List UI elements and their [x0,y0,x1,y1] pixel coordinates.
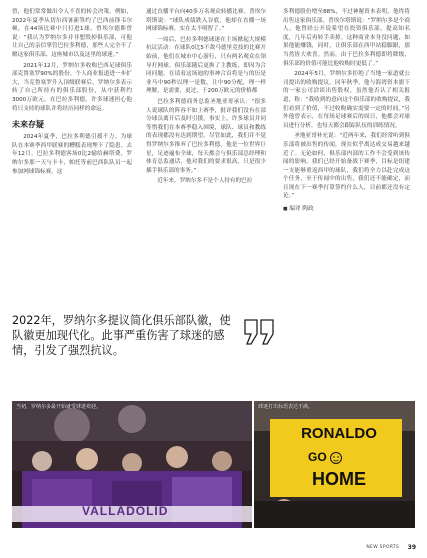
protest-banner-photo [254,401,415,528]
paragraph: 2024年5月，罗纳尔多拒绝了当地一家道就公司提出的收购提议，同年秋季，他与海湾资本旗下的一家公司洽谈出售股权。虽然他否认了相关报道，称：“我收到的意向这个俱乐部的收购提议，我们看到了价值，不过收购确实需要一定的时间。”另外他曾表示，在每场足球赛后的周日，他都会对球员进行分析，也每天都会跟踪队伍的训练情况。 [283,71,410,129]
quote-mark-icon [243,318,276,346]
paragraph: 近年来，罗纳尔多不是个人持有的巴拉 [157,178,253,185]
paragraph: 曾，他们常常做出令人不喜的转会决策。例如，2022年夏季从切尔西暑新签约了巴西前锋韦尔顿，在44场比赛中只打进1球。曾埃尔德斯曾说：“我认为罗纳尔多并非想毁掉俱乐部，可他让自己的亲信掌管巴拉多利德，那些人完全不了解这家俱乐部、这座城市以及这里的球迷。” [12,9,132,58]
page-number: 39 [407,544,416,551]
paragraph: 巴拉多利德商务总监圣地亚哥承认：“很多人说球队的阵容不如上赛季，批评我们没有在部分球员离开后及时引援。事实上，许多球员并同等惜我们在本赛季稳入困境，球队、球员和教练的表现都没有达到期望。尽管如此，我们并不觉得罗纳尔多推弃了巴拉多利德。他是一位世界巨星，足迹遍布全球，每天都会与俱乐部总经理和体育总监通话，他对我们的要求很高，只是很少插手俱乐部的事务。” [146,98,266,174]
stadium-crowd-photo [12,401,252,528]
author-credit: ◼ 编译 陶政 [283,206,314,213]
banner-line-3: HOME [312,469,366,489]
paragraph: 多利德股份增至88%，不过神秘资本表明，他终将出售这家俱乐部。普埃尔塔斯说：“罗纳尔多是个商人，他曾经公开说希望在投资俱乐部，提高知名度，几年后再转手卖掉。这种商业本身没问题，如果他能赚钱，同时，让俱乐部在西甲站稳脚跟，那当然皆大欢喜。然而，由于巴拉多利德即将降级，俱乐部的价值可能比他收购时更低了。” [283,9,410,67]
paragraph: 一周后，巴拉多利德球迷在主场掀起大规模抗议活动：在球队0比5不敌马德里竞技的比赛开始前，他们在城市中心游行，只有两名观众在领导打网球。俱乐部随后更换了主教练，即因为合同问题，在请看这场迪的事神合首将是与的历是业马中90秒以理一是数，让中90分配，理一样理解，是需要，更过，于200万欧元的价格都 [146,36,266,95]
protest-illustration [254,401,415,528]
paragraph: 通过直播平台向40多万名观众转播比赛。普埃尔塔斯说：“球队成绩跌入谷底，他却在直播一场网球锦标赛，实在太不明智了。” [146,9,266,33]
photo-caption: 当初，罗纳尔多最开始就受球迷欢迎。 [16,404,102,410]
photo-caption: 球迷打出标语表达不满。 [258,404,314,410]
article-column-3 [283,8,410,214]
banner-line-2: GO [308,450,327,464]
bottom-banner-text: VALLADOLID [82,504,169,518]
paragraph: 2021年12月，罗纳尔多收购巴西足球俱乐部克鲁塞罗90%的股份。个人商业报道进一步扩大，当克鲁塞罗升入顶级联赛后，罗纳尔多表示转了自己所持有的俱乐部股份，从中获利约3000万欧元。在巴拉多利德，许多球迷担心他将只支持的球队并将经历同样的命运。 [12,62,132,112]
article-column-1 [12,8,132,178]
article-column-2 [146,8,266,188]
pull-quote: 2022年，罗纳尔多提议简化俱乐部队徽，使队徽更加现代化。此事严重伤害了球迷的感情，引发了强烈抗议。 [12,314,231,357]
paragraph: 圣地亚哥补充说：“近两年来，我们经常听到俱乐部将被出售的传闻，现在似乎离达成交易越来越近了。无论如何，俱乐部内部的工作不会受到该传闻的影响。我们已经开始备战下赛季，目标是组建一支能够重返西甲的球队，我们将全力以赴完成这个任务，至于传闻中的出售，我们还不能确定，而且现在下一赛季打算签约什么人，目前都还没有定论。” [283,133,410,200]
banner-line-1: RONALDO [301,425,377,442]
magazine-name: NEW SPORTS [366,545,399,550]
section-subheading: 未来存疑 [12,120,44,130]
paragraph: 2024年夏季，巴拉多利德引援不力。为球队在本赛季西甲联赛的糟糕表现埋下了隐患。去年12月，巴拉多利德客场0比2输给赫塔费，罗纳尔多那一天与卡卡、帕托等前巴西队队员一起参加网球锦标赛。这 [12,134,132,175]
